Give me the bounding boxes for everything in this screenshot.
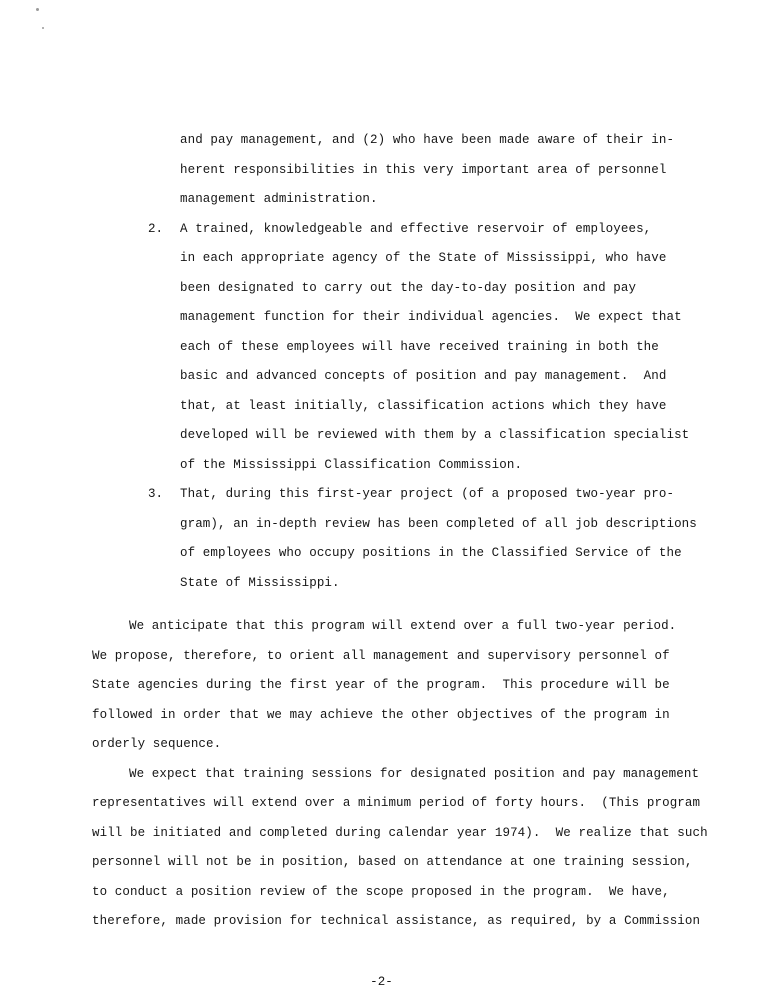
text-line: We propose, therefore, to orient all management and supervisory personnel of [92,648,670,663]
list-item-text [180,215,763,481]
text-line: basic and advanced concepts of position and pay management. And [180,369,667,383]
text-line: That, during this first-year project (of a proposed two-year pro- [180,487,675,501]
text-line: State agencies during the first year of the program. This procedure will be [92,678,670,692]
scan-artifact [36,8,39,11]
text-line: We expect that training sessions for designated position and pay management [129,766,700,781]
text-line: of the Mississippi Classification Commission. [180,457,523,472]
text-line: management function for their individual agencies. We expect that [180,310,682,324]
page-content [0,126,763,937]
list-item-number: 2. [148,221,164,236]
text-line: herent responsibilities in this very important area of personnel [180,162,667,177]
text-line: personnel will not be in position, based on attendance at one training session, [92,855,693,869]
list-item-number: 3. [148,487,164,501]
text-line: of employees who occupy positions in the Classified Service of the [180,546,682,560]
text-line: and pay management, and (2) who have been made aware of their in- [180,133,675,147]
body-paragraph-2 [92,760,723,937]
text-line: orderly sequence. [92,737,222,751]
text-line: been designated to carry out the day-to-day position and pay [180,280,637,295]
text-line: State of Mississippi. [180,575,340,590]
text-line: therefore, made provision for technical assistance, as required, by a Commission [92,914,701,928]
text-line: followed in order that we may achieve the other objectives of the program in [92,707,670,722]
text-line: each of these employees will have received training in both the [180,339,659,354]
text-line: We anticipate that this program will extend over a full two-year period. [129,619,677,633]
text-line: gram), an in-depth review has been completed of all job descriptions [180,516,697,531]
text-line: in each appropriate agency of the State of Mississippi, who have [180,251,667,265]
list-item-text [180,480,763,598]
body-paragraph-1 [92,612,723,760]
text-line: A trained, knowledgeable and effective reservoir of employees, [180,221,652,236]
text-line: that, at least initially, classification actions which they have [180,398,667,413]
text-line: developed will be reviewed with them by a classification specialist [180,428,690,442]
list-item-2 [148,215,763,481]
text-line: management administration. [180,192,378,206]
list-item-3 [148,480,763,598]
text-line: to conduct a position review of the scope proposed in the program. We have, [92,884,670,899]
text-line: will be initiated and completed during calendar year 1974). We realize that such [92,825,708,840]
text-line: representatives will extend over a minimum period of forty hours. (This program [92,796,701,810]
scan-artifact [42,27,44,29]
page-number: -2- [370,975,393,989]
list-item-1-continuation [180,126,763,215]
